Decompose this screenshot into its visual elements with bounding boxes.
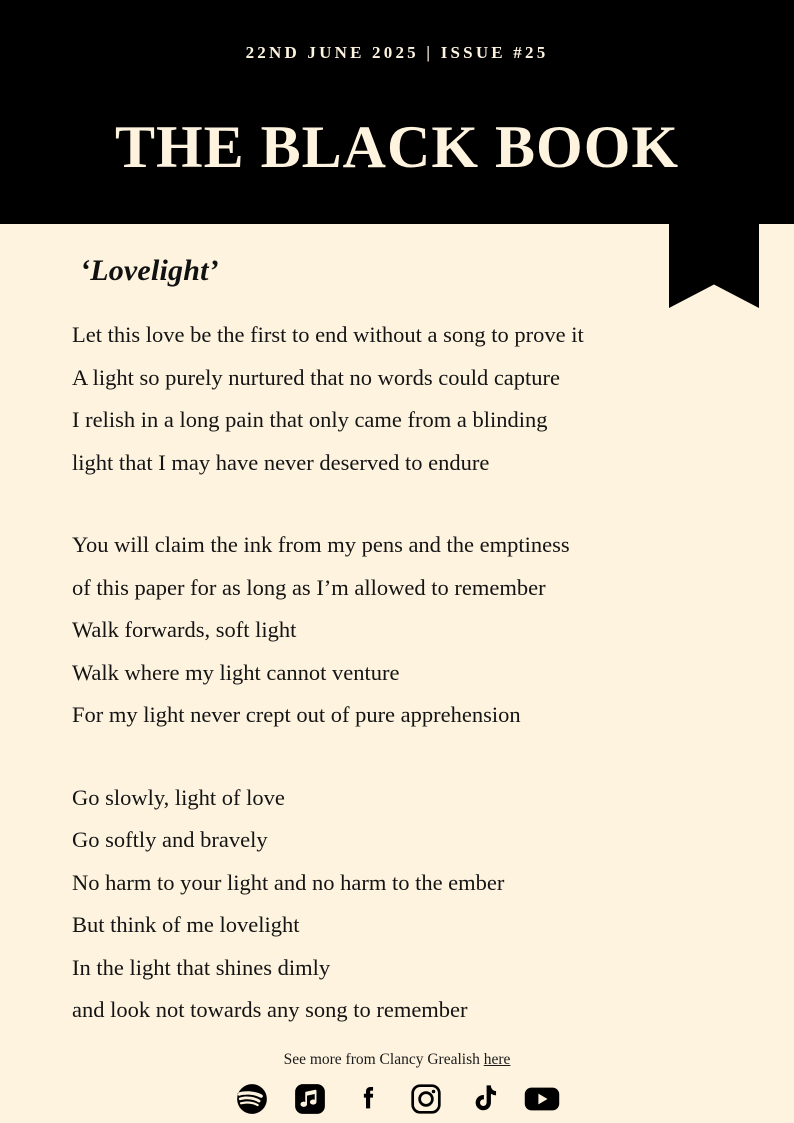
poem-line: But think of me lovelight — [72, 912, 300, 937]
youtube-icon[interactable] — [524, 1081, 560, 1117]
stanza-1 — [72, 314, 722, 484]
spotify-icon[interactable] — [234, 1081, 270, 1117]
footer — [0, 1051, 794, 1117]
poem-line: A light so purely nurtured that no words could capture — [72, 364, 561, 390]
poem-line: No harm to your light and no harm to the ember — [72, 869, 505, 895]
poem-title: ‘Lovelight’ — [80, 254, 219, 287]
credit-link[interactable]: here — [483, 1051, 511, 1068]
poem-line: Let this love be the first to end without a song to prove it — [72, 322, 584, 347]
poem-line: In the light that shines dimly — [72, 954, 331, 980]
poem-line: For my light never crept out of pure apprehension — [72, 702, 521, 727]
poem-line: I relish in a long pain that only came from a blinding — [72, 407, 548, 432]
poem-line: and look not towards any song to remember — [72, 997, 468, 1022]
poem-line: Go slowly, light of love — [72, 784, 285, 810]
issue-line: 22ND JUNE 2025 | ISSUE #25 — [245, 42, 549, 62]
credit-line — [0, 1051, 794, 1069]
poem-line: Walk forwards, soft light — [72, 617, 297, 642]
tiktok-icon[interactable] — [466, 1081, 502, 1117]
page-title: THE BLACK BOOK — [114, 114, 680, 181]
poem-line: light that I may have never deserved to endure — [72, 449, 490, 475]
apple-music-icon[interactable] — [292, 1081, 328, 1117]
poem-line: Go softly and bravely — [72, 827, 268, 852]
credit-text: See more from Clancy Grealish — [283, 1051, 480, 1068]
masthead — [0, 0, 794, 224]
stanza-3 — [72, 777, 722, 1032]
social-links — [0, 1081, 794, 1117]
poem-line: Walk where my light cannot venture — [72, 659, 400, 685]
stanza-2 — [72, 524, 722, 737]
poem-line: You will claim the ink from my pens and the emptiness — [72, 532, 570, 557]
poem-line: of this paper for as long as I’m allowed to remember — [72, 574, 546, 600]
poem-body — [0, 254, 794, 1032]
facebook-icon[interactable] — [350, 1081, 386, 1117]
instagram-icon[interactable] — [408, 1081, 444, 1117]
